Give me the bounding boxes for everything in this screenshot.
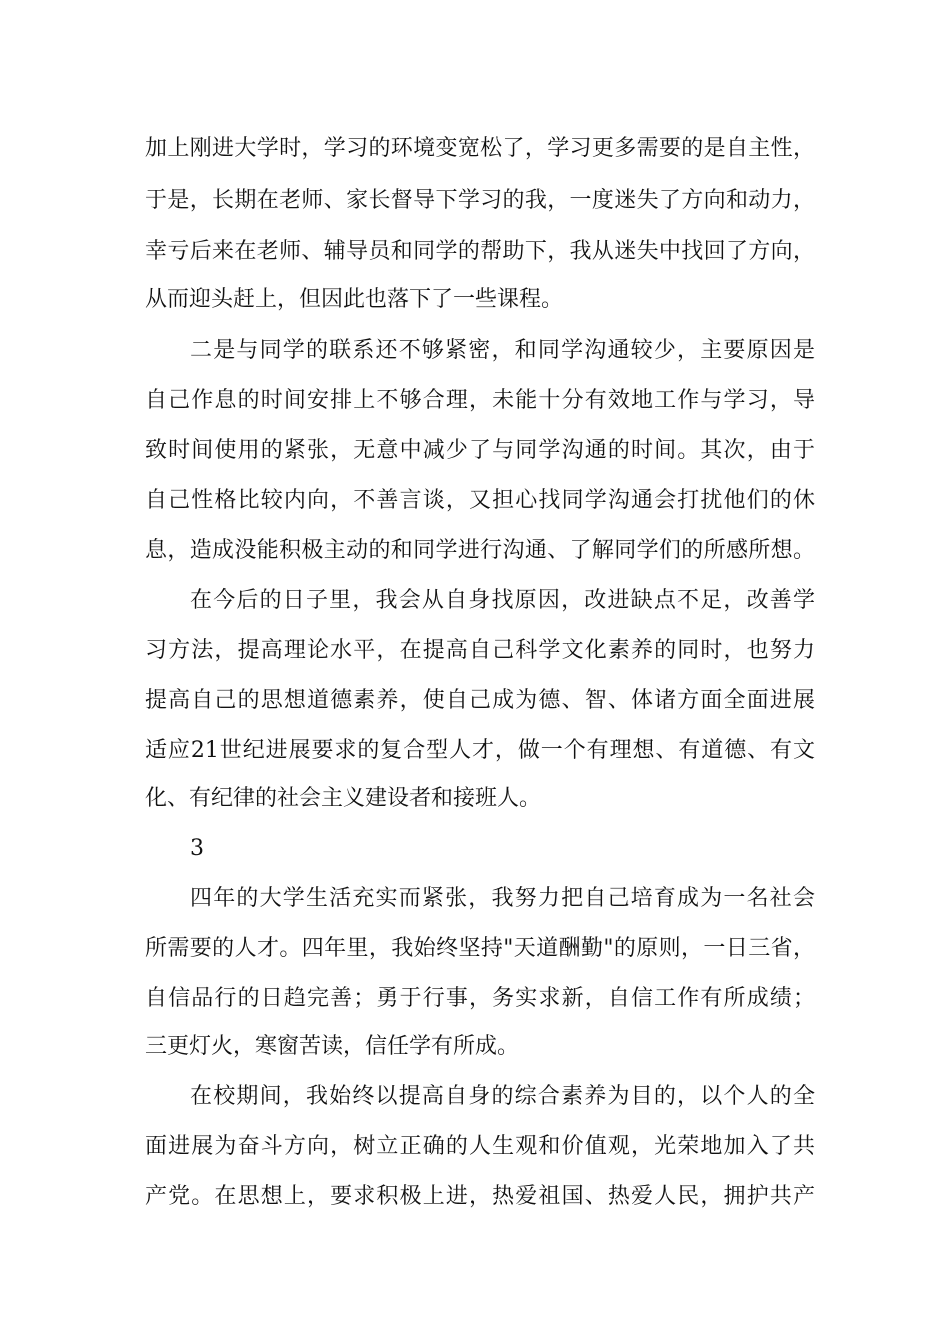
text-line: 所需要的人才。四年里，我始终坚持"天道酬勤"的原则，一日三省， — [145, 936, 815, 961]
text-line: 面进展为奋斗方向，树立正确的人生观和价值观，光荣地加入了共 — [145, 1134, 815, 1159]
text-line: 从而迎头赶上，但因此也落下了一些课程。 — [145, 287, 564, 312]
text-line: 自信品行的日趋完善；勇于行事，务实求新，自信工作有所成绩； — [145, 986, 815, 1011]
text-line: 幸亏后来在老师、辅导员和同学的帮助下，我从迷失中找回了方向， — [145, 239, 815, 264]
text-line: 在校期间，我始终以提高自身的综合素养为目的，以个人的全 — [190, 1084, 815, 1109]
text-line: 息，造成没能积极主动的和同学进行沟通、了解同学们的所感所想。 — [145, 538, 815, 563]
text-line: 化、有纪律的社会主义建设者和接班人。 — [145, 786, 542, 811]
text-line: 二是与同学的联系还不够紧密，和同学沟通较少，主要原因是 — [190, 338, 815, 363]
text-line: 产党。在思想上，要求积极上进，热爱祖国、热爱人民，拥护共产 — [145, 1184, 815, 1209]
text-line: 在今后的日子里，我会从自身找原因，改进缺点不足，改善学 — [190, 588, 815, 613]
section-number: 3 — [190, 836, 204, 861]
text-line: 致时间使用的紧张，无意中减少了与同学沟通的时间。其次，由于 — [145, 438, 815, 463]
text-line: 自己性格比较内向，不善言谈，又担心找同学沟通会打扰他们的休 — [145, 488, 815, 513]
text-line: 于是，长期在老师、家长督导下学习的我，一度迷失了方向和动力， — [145, 188, 815, 213]
text-line: 自己作息的时间安排上不够合理，未能十分有效地工作与学习，导 — [145, 388, 815, 413]
text-line: 提高自己的思想道德素养，使自己成为德、智、体诸方面全面进展 — [145, 688, 815, 713]
text-line: 四年的大学生活充实而紧张，我努力把自己培育成为一名社会 — [190, 886, 815, 911]
text-line: 加上刚进大学时，学习的环境变宽松了，学习更多需要的是自主性， — [145, 136, 815, 161]
text-line: 适应21世纪进展要求的复合型人才，做一个有理想、有道德、有文 — [145, 738, 815, 763]
text-line: 三更灯火，寒窗苦读，信任学有所成。 — [145, 1034, 520, 1059]
text-line: 习方法，提高理论水平，在提高自己科学文化素养的同时，也努力 — [145, 638, 815, 663]
